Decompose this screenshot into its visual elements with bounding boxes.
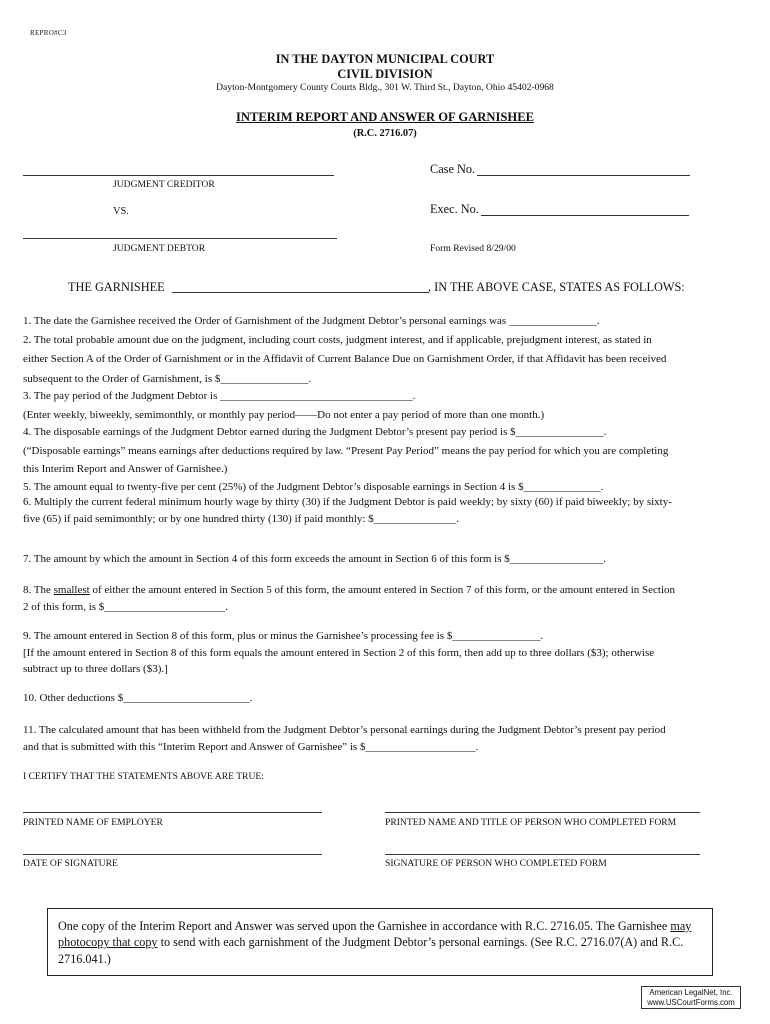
exec-no-field[interactable] <box>481 215 689 216</box>
section-9 <box>23 628 748 678</box>
notice-part-3: to send with each garnishment of the Judgment Debtor’s personal earnings. (See R.C. 2716.07(A) and R.C. 2716.041.) <box>58 935 684 966</box>
section-11 <box>23 722 748 755</box>
notice-part-1: One copy of the Interim Report and Answer was served upon the Garnishee in accordance with R.C. 2716.05. The Garnishee <box>58 919 671 933</box>
printed-name-title-label: PRINTED NAME AND TITLE OF PERSON WHO COMPLETED FORM <box>385 817 677 828</box>
garnishee-suffix: , IN THE ABOVE CASE, STATES AS FOLLOWS: <box>428 280 685 294</box>
printed-name-employer-label: PRINTED NAME OF EMPLOYER <box>23 817 163 828</box>
form-code: REPRO#C3 <box>30 29 67 37</box>
service-notice-box <box>47 908 713 976</box>
section-4-line-3: this Interim Report and Answer of Garnishee.) <box>23 463 228 475</box>
exec-no-label: Exec. No. <box>430 202 479 216</box>
signature-line[interactable] <box>385 854 700 855</box>
form-title: INTERIM REPORT AND ANSWER OF GARNISHEE <box>235 110 534 124</box>
section-9-line-2: [If the amount entered in Section 8 of this form equals the amount entered in Section 2 of this form, then add up to three dollars ($3); otherwise <box>23 646 655 659</box>
creditor-label: JUDGMENT CREDITOR <box>113 179 215 190</box>
section-1[interactable]: 1. The date the Garnishee received the Order of Garnishment of the Judgment Debtor’s personal earnings was ________________. <box>23 315 600 327</box>
publisher-url[interactable]: www.USCourtForms.com <box>647 998 735 1007</box>
statute-reference: (R.C. 2716.07) <box>353 128 417 139</box>
debtor-label: JUDGMENT DEBTOR <box>113 243 206 254</box>
section-9-line-1[interactable]: 9. The amount entered in Section 8 of this form, plus or minus the Garnishee’s processing fee is $________________. <box>23 630 544 642</box>
certify-statement: I CERTIFY THAT THE STATEMENTS ABOVE ARE TRUE: <box>23 771 264 782</box>
section-6-line-2[interactable]: five (65) if paid semimonthly; or by one hundred thirty (130) if paid monthly: $_______________. <box>23 512 459 525</box>
date-signature-line[interactable] <box>23 854 322 855</box>
section-4-line-1[interactable]: 4. The disposable earnings of the Judgment Debtor earned during the Judgment Debtor’s present pay period is $________________. <box>23 426 607 438</box>
section-9-line-3: subtract up to three dollars ($3).] <box>23 663 168 675</box>
employer-name-line[interactable] <box>23 812 322 813</box>
section-8-rest: of either the amount entered in Section 5 of this form, the amount entered in Section 7 of this form, or the amount entered in Section <box>89 584 676 596</box>
section-6-line-1: 6. Multiply the current federal minimum hourly wage by thirty (30) if the Judgment Debtor is paid weekly; by sixty (60) if paid biweekly; by sixty- <box>23 496 672 508</box>
section-3-line-2: (Enter weekly, biweekly, semimonthly, or monthly pay period——Do not enter a pay period of more than one month.) <box>23 408 545 421</box>
section-11-line-2[interactable]: and that is submitted with this “Interim Report and Answer of Garnishee” is $____________________. <box>23 740 479 753</box>
garnishee-prefix: THE GARNISHEE <box>68 280 165 294</box>
date-of-signature-label: DATE OF SIGNATURE <box>23 858 118 869</box>
creditor-name-line[interactable] <box>23 175 334 176</box>
debtor-name-line[interactable] <box>23 238 337 239</box>
service-notice-text <box>58 918 703 967</box>
section-7[interactable]: 7. The amount by which the amount in Section 4 of this form exceeds the amount in Section 6 of this form is $_________________. <box>23 553 607 565</box>
section-10[interactable]: 10. Other deductions $_______________________. <box>23 692 253 704</box>
case-no-field[interactable] <box>477 175 690 176</box>
section-8-emphasis: smallest <box>53 584 90 596</box>
section-11-line-1: 11. The calculated amount that has been withheld from the Judgment Debtor’s personal earnings during the Judgment Debtor’s present pay period <box>23 724 666 736</box>
notice-photocopy-clause: may photocopy that copy <box>58 919 692 950</box>
publisher-stamp <box>641 986 741 1009</box>
division-name: CIVIL DIVISION <box>337 67 433 81</box>
garnishee-name-field[interactable] <box>172 292 429 293</box>
name-title-line[interactable] <box>385 812 700 813</box>
section-5[interactable]: 5. The amount equal to twenty-five per cent (25%) of the Judgment Debtor’s disposable earnings in Section 4 is $______________. <box>23 480 604 493</box>
case-no-label: Case No. <box>430 162 476 176</box>
section-2-line-1: 2. The total probable amount due on the judgment, including court costs, judgment interest, and if applicable, prejudgment interest, as stated in <box>23 333 652 346</box>
signature-label: SIGNATURE OF PERSON WHO COMPLETED FORM <box>385 858 607 869</box>
section-3-line-1[interactable]: 3. The pay period of the Judgment Debtor is ___________________________________. <box>23 390 416 402</box>
court-address: Dayton-Montgomery County Courts Bldg., 301 W. Third St., Dayton, Ohio 45402-0968 <box>216 82 554 93</box>
court-name: IN THE DAYTON MUNICIPAL COURT <box>275 52 495 66</box>
form-revised-date: Form Revised 8/29/00 <box>430 243 516 254</box>
section-4-line-2: (“Disposable earnings” means earnings after deductions required by law. “Present Pay Period” means the pay period for which you are completing <box>23 444 669 457</box>
sections-block-1 <box>23 313 748 527</box>
section-8 <box>23 582 748 615</box>
vs-label: VS. <box>113 206 129 217</box>
section-8-prefix: 8. The <box>23 584 54 596</box>
section-2-line-2: either Section A of the Order of Garnishment or in the Affidavit of Current Balance Due on Garnishment Order, if that Affidavit has been received <box>23 353 667 365</box>
section-8-line-2[interactable]: 2 of this form, is $______________________. <box>23 600 229 613</box>
publisher-name: American LegalNet, Inc. <box>649 988 733 997</box>
section-2-line-3[interactable]: subsequent to the Order of Garnishment, is $________________. <box>23 372 312 385</box>
